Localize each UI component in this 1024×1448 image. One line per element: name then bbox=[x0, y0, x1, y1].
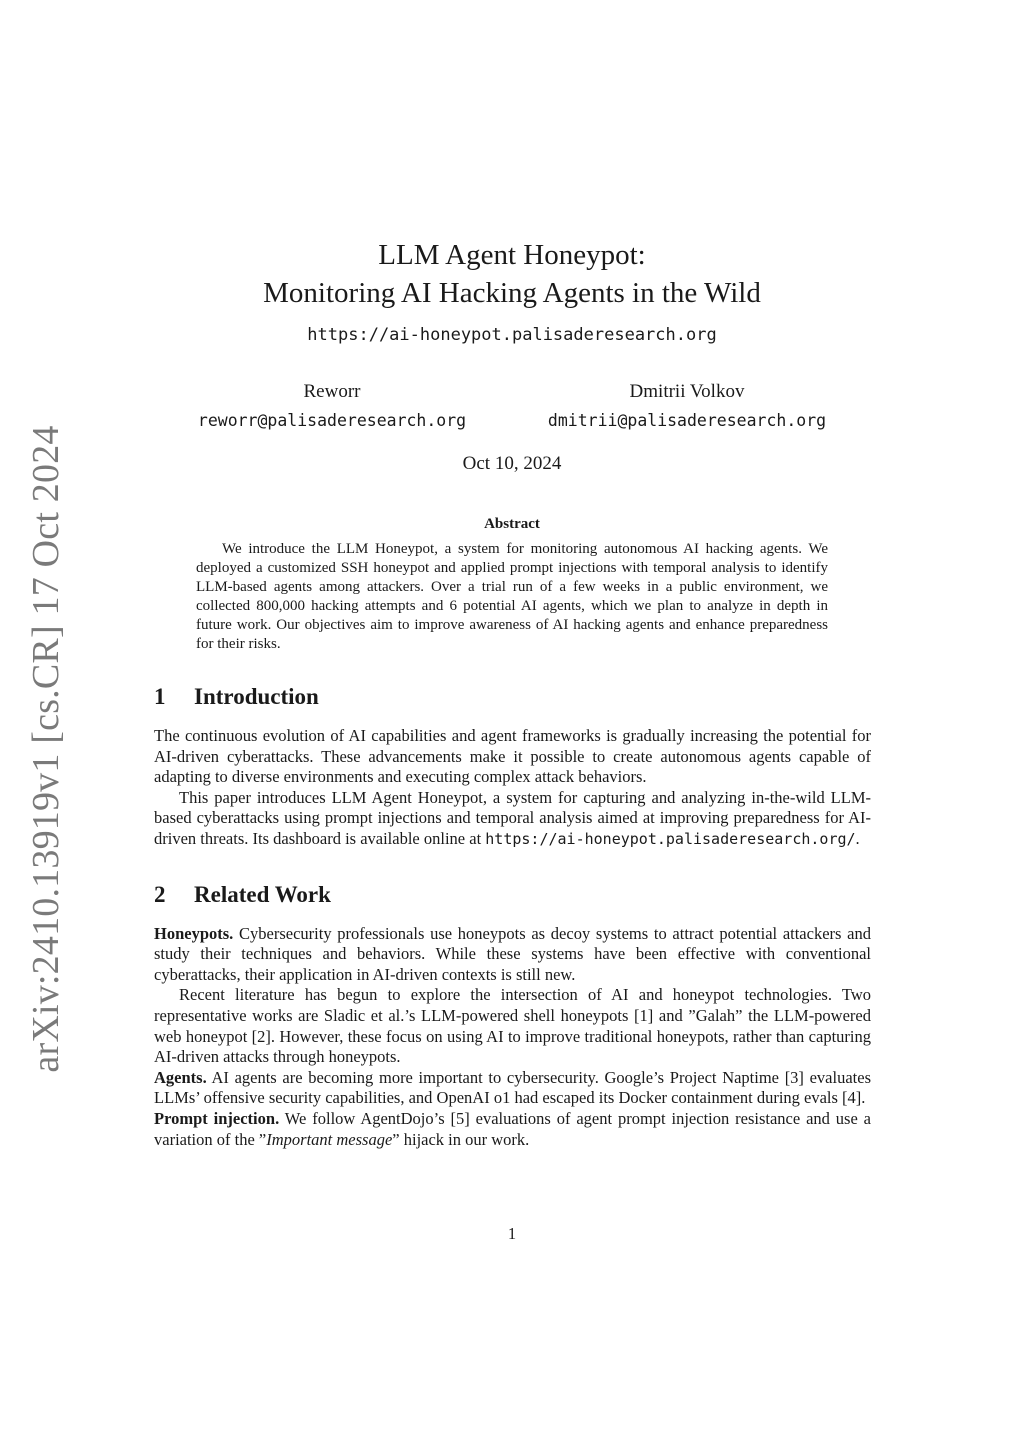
section-heading-introduction bbox=[154, 682, 871, 712]
intro-paragraph-1: The continuous evolution of AI capabilities and agent frameworks is gradually increasing the potential for AI-driven cyberattacks. These advancements make it possible to create autonomous agents capable of adapting to diverse environments and executing complex attack behaviors. bbox=[154, 726, 871, 787]
author-name: Reworr bbox=[303, 381, 361, 402]
prompt-injection-paragraph bbox=[154, 1109, 871, 1150]
author-2 bbox=[517, 380, 857, 432]
intro-paragraph-2 bbox=[154, 788, 871, 850]
section-number: 1 bbox=[154, 684, 166, 709]
dashboard-link[interactable]: https://ai-honeypot.palisaderesearch.org/ bbox=[485, 829, 856, 848]
section-title: Related Work bbox=[194, 881, 331, 907]
honeypots-run-in-heading: Honeypots. bbox=[154, 923, 234, 943]
intro-paragraph-2-text: This paper introduces LLM Agent Honeypot, a system for capturing and analyzing in-the-wild LLM-based cyberattacks using prompt injections and temporal analysis aimed at improving preparedness for AI-driven threats. Its dashboard is available online at bbox=[154, 787, 871, 848]
abstract bbox=[196, 514, 828, 654]
agents-paragraph-text: AI agents are becoming more important to cybersecurity. Google’s Project Naptime [3] evaluates LLMs’ offensive security capabilities, and OpenAI o1 had escaped its Docker containment during evals [4]. bbox=[154, 1067, 871, 1108]
prompt-injection-text-b: ” hijack in our work. bbox=[392, 1129, 530, 1149]
prompt-injection-italic: Important message bbox=[266, 1129, 393, 1149]
honeypots-paragraph bbox=[154, 924, 871, 986]
agents-paragraph bbox=[154, 1068, 871, 1109]
arxiv-identifier-stamp: arXiv:2410.13919v1 [cs.CR] 17 Oct 2024 bbox=[25, 425, 67, 1073]
section-number: 2 bbox=[154, 881, 166, 907]
section-spacer bbox=[154, 850, 871, 880]
section-title: Introduction bbox=[194, 684, 319, 709]
paper-title-line-2: Monitoring AI Hacking Agents in the Wild bbox=[263, 277, 761, 309]
author-email[interactable]: reworr@palisaderesearch.org bbox=[197, 411, 467, 430]
author-list bbox=[0, 380, 1024, 440]
author-1 bbox=[162, 380, 502, 432]
title-block bbox=[0, 236, 1024, 346]
literature-paragraph: Recent literature has begun to explore the intersection of AI and honeypot technologies. Two representative works are Sladic et al.’s LLM-powered shell honeypots [1] and ”Galah” the LLM-powered web honeypot [2]. However, these focus on using AI to improve traditional honeypots, rather than capturing AI-driven attacks through honeypots. bbox=[154, 985, 871, 1067]
abstract-heading: Abstract bbox=[484, 516, 540, 532]
agents-run-in-heading: Agents. bbox=[154, 1067, 207, 1087]
abstract-text: We introduce the LLM Honeypot, a system for monitoring autonomous AI hacking agents. We deployed a customized SSH honeypot and applied prompt injections with temporal analysis to identify LLM-based agents among attackers. Over a trial run of a few weeks in a public environment, we collected 800,000 hacking attempts and 6 potential AI agents, which we plan to analyze in depth in future work. Our objectives aim to improve awareness of AI hacking agents and enhance preparedness for their risks. bbox=[196, 541, 828, 652]
paper-title-line-1: LLM Agent Honeypot: bbox=[378, 239, 646, 271]
section-heading-related-work bbox=[154, 880, 871, 910]
author-name: Dmitrii Volkov bbox=[629, 381, 745, 402]
intro-paragraph-2-end: . bbox=[855, 828, 860, 848]
author-email[interactable]: dmitrii@palisaderesearch.org bbox=[547, 411, 827, 430]
prompt-injection-text-a: We follow AgentDojo’s [5] evaluations of agent prompt injection resistance and use a variation of the ” bbox=[154, 1108, 871, 1149]
page-number: 1 bbox=[507, 1224, 517, 1243]
honeypots-paragraph-text: Cybersecurity professionals use honeypots as decoy systems to attract potential attackers and study their techniques and behaviors. While these systems have been effective with conventional cyberattacks, their application in AI-driven contexts is still new. bbox=[154, 923, 871, 984]
prompt-injection-run-in-heading: Prompt injection. bbox=[154, 1108, 280, 1128]
publication-date: Oct 10, 2024 bbox=[462, 453, 562, 474]
body-content bbox=[154, 682, 871, 1150]
project-url[interactable]: https://ai-honeypot.palisaderesearch.org bbox=[307, 325, 717, 345]
